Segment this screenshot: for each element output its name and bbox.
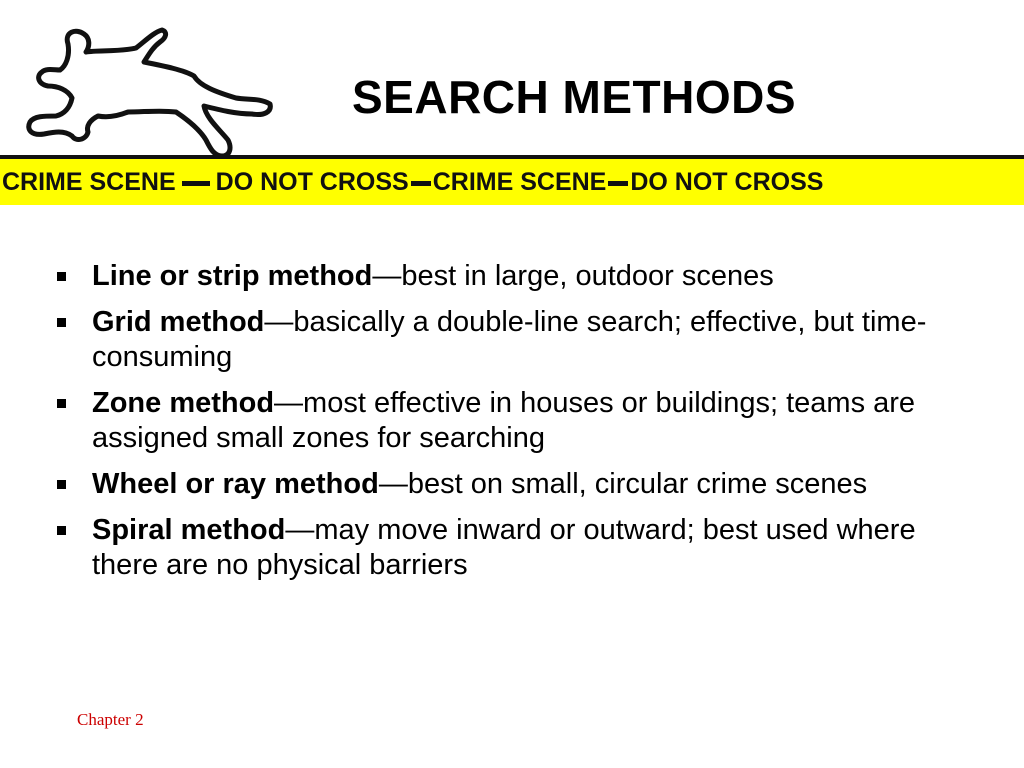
bullet-item: [54, 467, 974, 502]
tape-dash: [182, 181, 210, 186]
square-bullet-icon: [57, 526, 66, 535]
tape-dash: [608, 181, 628, 186]
bullet-text: —most effective in houses or buildings; teams are assigned small zones for searching: [92, 387, 916, 454]
bullet-text: —may move inward or outward; best used where there are no physical barriers: [92, 514, 916, 581]
bullet-text: —best on small, circular crime scenes: [378, 468, 868, 500]
bullet-list: [54, 259, 974, 594]
bullet-text: —best in large, outdoor scenes: [372, 260, 774, 292]
footer-chapter-label: Chapter 2: [77, 710, 144, 729]
slide-title: SEARCH METHODS: [352, 71, 797, 123]
bullet-item: [54, 513, 974, 583]
square-bullet-icon: [57, 480, 66, 489]
square-bullet-icon: [57, 399, 66, 408]
bullet-item: [54, 305, 974, 375]
bullet-term: Grid method: [92, 306, 265, 338]
bullet-term: Line or strip method: [92, 260, 373, 292]
bullet-term: Wheel or ray method: [92, 468, 379, 500]
tape-text: CRIME SCENE: [2, 167, 176, 196]
bullet-item: [54, 386, 974, 456]
crime-scene-tape: [0, 155, 1024, 205]
tape-dash: [411, 181, 431, 186]
tape-text: DO NOT CROSS: [630, 167, 824, 196]
tape-text: DO NOT CROSS: [215, 167, 409, 196]
chalk-body-outline-icon: [24, 26, 274, 162]
bullet-text: —basically a double-line search; effective, but time-consuming: [92, 306, 927, 373]
bullet-item: [54, 259, 974, 294]
bullet-term: Zone method: [92, 387, 275, 419]
bullet-term: Spiral method: [92, 514, 286, 546]
square-bullet-icon: [57, 272, 66, 281]
tape-text: CRIME SCENE: [432, 167, 607, 196]
square-bullet-icon: [57, 318, 66, 327]
